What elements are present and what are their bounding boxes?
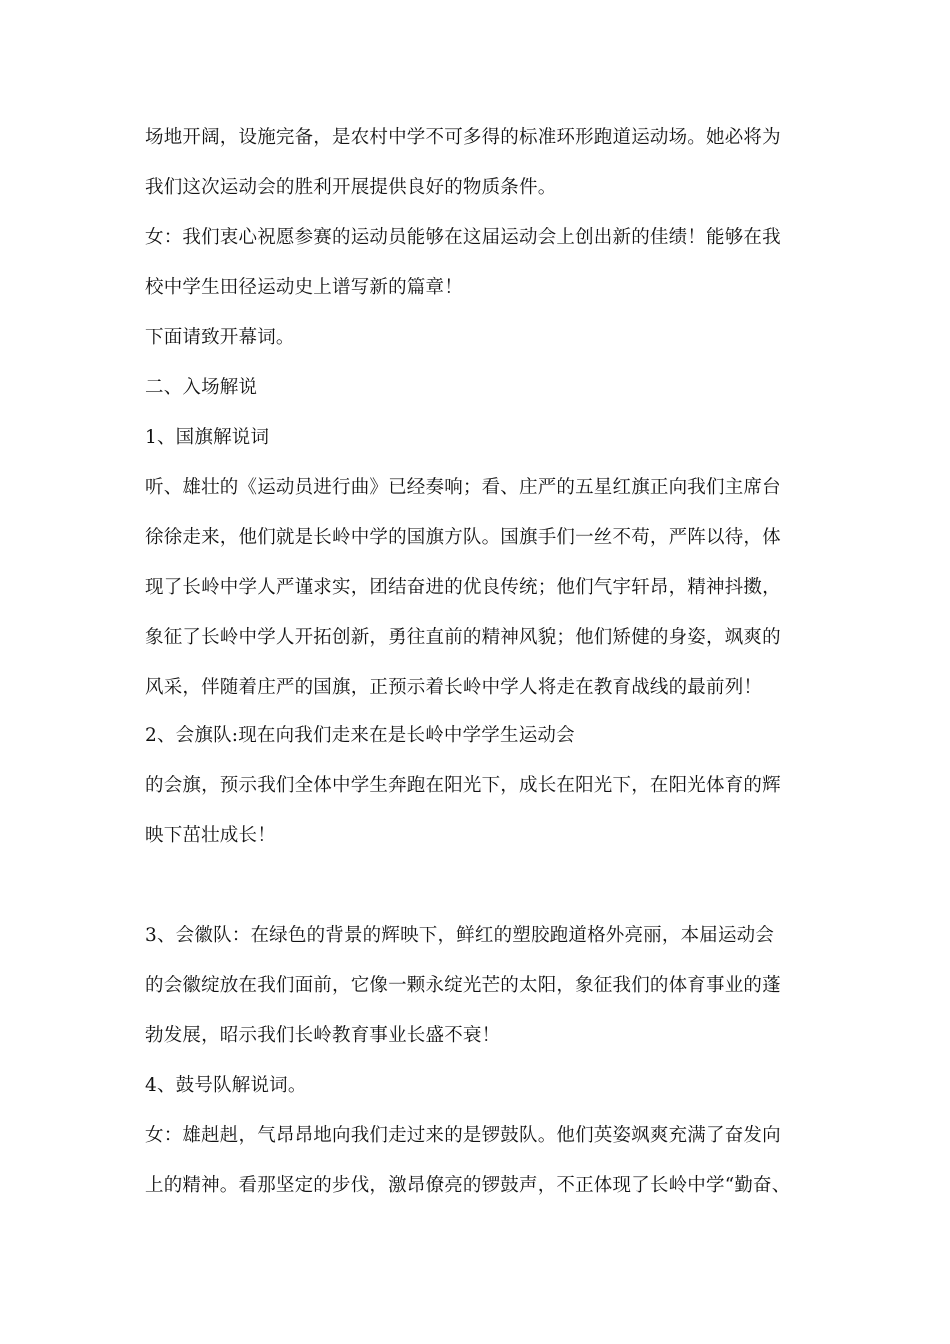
- text-line: 下面请致开幕词。: [145, 327, 295, 348]
- text-line: 现了长岭中学人严谨求实，团结奋进的优良传统；他们气宇轩昂，精神抖擞，: [145, 577, 781, 598]
- text-line: 映下茁壮成长！: [145, 825, 276, 846]
- section-heading: 二、入场解说: [145, 377, 258, 398]
- text-line: 勃发展，昭示我们长岭教育事业长盛不衰！: [145, 1025, 501, 1046]
- text-line: 女：我们衷心祝愿参赛的运动员能够在这届运动会上创出新的佳绩！能够在我: [145, 227, 781, 248]
- text-line: 的会旗，预示我们全体中学生奔跑在阳光下，成长在阳光下，在阳光体育的辉: [145, 775, 781, 796]
- text-line: 2、会旗队:现在向我们走来在是长岭中学学生运动会: [145, 725, 575, 746]
- text-line: 3、会徽队：在绿色的背景的辉映下，鲜红的塑胶跑道格外亮丽，本届运动会: [145, 925, 775, 946]
- text-line: 我们这次运动会的胜利开展提供良好的物质条件。: [145, 177, 557, 198]
- subsection-heading: 4、鼓号队解说词。: [145, 1075, 307, 1096]
- text-line: 场地开阔，设施完备，是农村中学不可多得的标准环形跑道运动场。她必将为: [145, 127, 781, 148]
- text-line: 听、雄壮的《运动员进行曲》已经奏响；看、庄严的五星红旗正向我们主席台: [145, 477, 781, 498]
- text-line: 女：雄赳赳，气昂昂地向我们走过来的是锣鼓队。他们英姿飒爽充满了奋发向: [145, 1125, 781, 1146]
- text-line: 的会徽绽放在我们面前，它像一颗永绽光芒的太阳，象征我们的体育事业的蓬: [145, 975, 781, 996]
- text-line: 象征了长岭中学人开拓创新，勇往直前的精神风貌；他们矫健的身姿，飒爽的: [145, 627, 781, 648]
- text-line: 校中学生田径运动史上谱写新的篇章！: [145, 277, 463, 298]
- text-line: 风采，伴随着庄严的国旗，正预示着长岭中学人将走在教育战线的最前列！: [145, 677, 763, 698]
- subsection-heading: 1、国旗解说词: [145, 427, 270, 448]
- text-line: 上的精神。看那坚定的步伐，激昂僚亮的锣鼓声，不正体现了长岭中学“勤奋、: [145, 1175, 791, 1196]
- text-line: 徐徐走来，他们就是长岭中学的国旗方队。国旗手们一丝不苟，严阵以待，体: [145, 527, 781, 548]
